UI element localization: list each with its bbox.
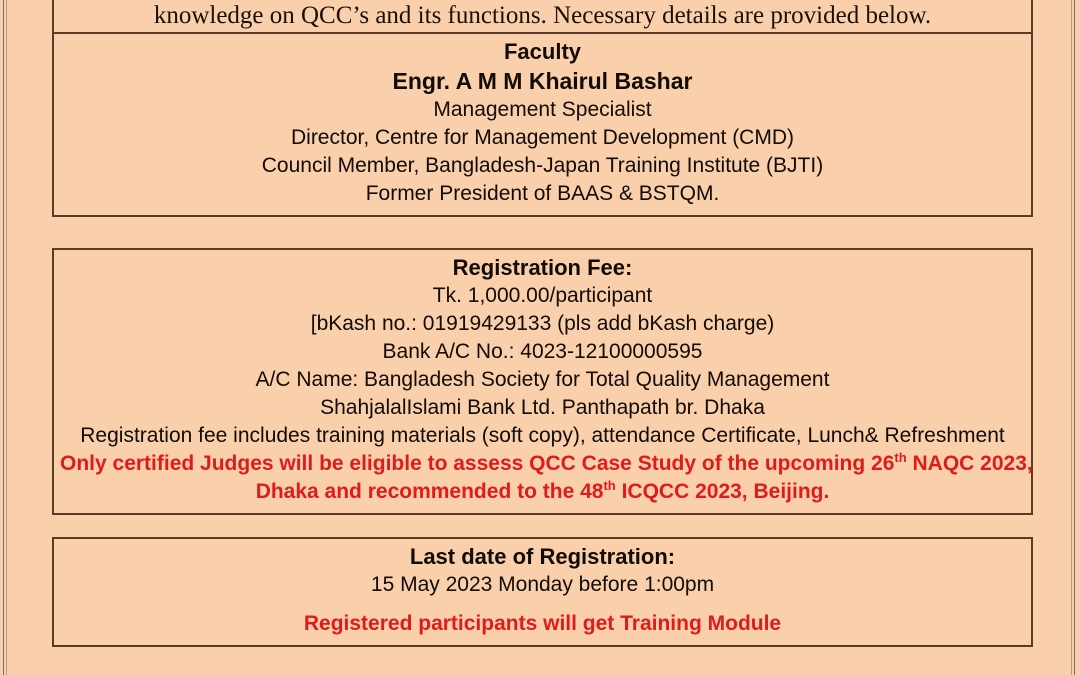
red-note-text: Only certified Judges will be eligible to assess QCC Case Study of the upcoming 26 bbox=[60, 452, 895, 475]
last-date-heading: Last date of Registration: bbox=[409, 544, 676, 569]
last-date-value: 15 May 2023 Monday before 1:00pm bbox=[370, 573, 715, 596]
red-note-text: Dhaka and recommended to the 48 bbox=[255, 480, 604, 503]
faculty-detail-line: Management Specialist bbox=[433, 98, 652, 121]
registration-fee-line: [bKash no.: 01919429133 (pls add bKash charge) bbox=[310, 312, 775, 335]
faculty-detail-line: Council Member, Bangladesh-Japan Training Institute (BJTI) bbox=[261, 154, 824, 177]
document-body bbox=[52, 0, 1033, 647]
red-note-text: ICQCC 2023, Beijing. bbox=[615, 480, 830, 503]
intro-line-2: knowledge on QCC’s and its functions. Necessary details are provided below. bbox=[153, 2, 932, 29]
ordinal-suffix: th bbox=[603, 478, 616, 493]
last-date-red-note: Registered participants will get Training Module bbox=[303, 612, 782, 635]
registration-fee-line: ShahjalalIslami Bank Ltd. Panthapath br. Dhaka bbox=[320, 396, 765, 419]
registration-fee-line: Tk. 1,000.00/participant bbox=[432, 284, 653, 307]
registration-fee-line: Bank A/C No.: 4023-12100000595 bbox=[382, 340, 703, 363]
page-edge-line-left-inner bbox=[6, 0, 7, 675]
faculty-heading: Faculty bbox=[503, 39, 582, 64]
page-edge-line-right-outer bbox=[1074, 0, 1075, 675]
registration-fee-line: A/C Name: Bangladesh Society for Total Quality Management bbox=[255, 368, 830, 391]
faculty-name: Engr. A M M Khairul Bashar bbox=[392, 68, 693, 94]
red-note-text: NAQC 2023, bbox=[906, 452, 1033, 475]
page-edge-line-right-inner bbox=[1071, 0, 1072, 675]
ordinal-suffix: th bbox=[894, 450, 907, 465]
registration-fee-panel bbox=[52, 248, 1033, 515]
registration-red-note-line-2 bbox=[60, 478, 1025, 506]
faculty-detail-line: Former President of BAAS & BSTQM. bbox=[365, 182, 720, 205]
page-edge-line-left-outer bbox=[3, 0, 4, 675]
registration-fee-line: Registration fee includes training materials (soft copy), attendance Certificate, Lunch& Refreshment bbox=[80, 424, 1005, 447]
faculty-panel bbox=[52, 32, 1033, 217]
registration-fee-heading: Registration Fee: bbox=[452, 255, 633, 280]
last-date-panel bbox=[52, 537, 1033, 647]
registration-red-note-line-1 bbox=[60, 450, 1033, 478]
faculty-detail-line: Director, Centre for Management Development (CMD) bbox=[290, 126, 794, 149]
